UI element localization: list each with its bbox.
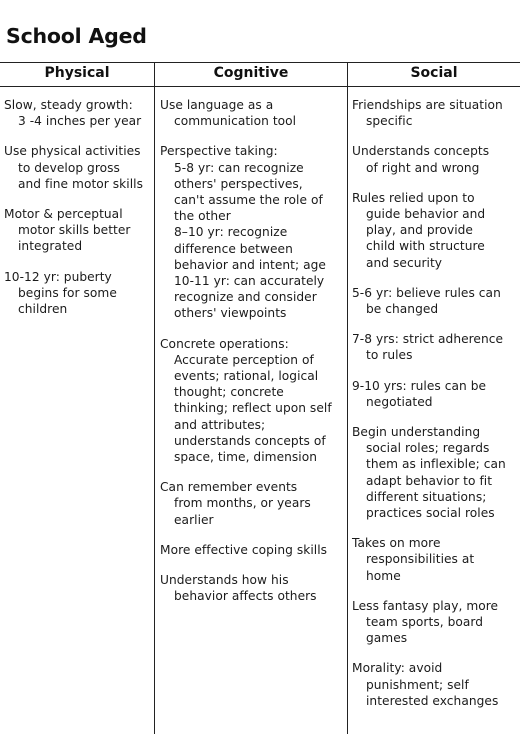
page-title: School Aged — [6, 24, 147, 48]
social-item-line: adapt behavior to fit — [366, 473, 493, 488]
physical-item — [4, 269, 152, 318]
social-item-line: specific — [366, 114, 413, 129]
social-item-line: to rules — [366, 348, 413, 363]
column-divider-2 — [347, 62, 348, 734]
cognitive-item-line: others' perspectives, — [174, 176, 303, 191]
social-item — [352, 143, 518, 175]
cognitive-item — [160, 572, 345, 604]
physical-item-line: Use physical activities — [4, 144, 141, 159]
social-item-line: negotiated — [366, 394, 433, 409]
cognitive-item-line: thought; concrete — [174, 385, 284, 400]
cognitive-column-header: Cognitive — [213, 65, 289, 81]
development-table — [0, 62, 520, 734]
cognitive-item-line: recognize and consider — [174, 290, 317, 305]
social-item-line: Rules relied upon to — [352, 190, 475, 205]
physical-item — [4, 97, 152, 129]
social-item-line: practices social roles — [366, 506, 495, 521]
social-item-line: 9-10 yrs: rules can be — [352, 378, 487, 393]
social-item-line: 5-6 yr: believe rules can — [352, 285, 501, 300]
cognitive-item — [160, 479, 345, 528]
social-item-line: play, and provide — [366, 223, 473, 238]
social-item-line: Less fantasy play, more — [352, 598, 499, 613]
social-item-line: and security — [366, 255, 443, 270]
cognitive-item — [160, 97, 345, 129]
physical-item-line: to develop gross — [18, 160, 120, 175]
social-item — [352, 535, 518, 584]
cognitive-item-line: behavior and intent; age — [174, 257, 326, 272]
cognitive-item-line: Understands how his — [160, 573, 289, 588]
cognitive-item-line: communication tool — [174, 114, 297, 129]
cognitive-column — [160, 97, 345, 604]
cognitive-item-line: 8–10 yr: recognize — [174, 225, 288, 240]
physical-item-line: begins for some — [18, 285, 117, 300]
cognitive-item-line: Use language as a — [160, 98, 274, 112]
social-item-line: Begin understanding — [352, 425, 481, 440]
cognitive-item-line: thinking; reflect upon self — [174, 401, 332, 416]
social-item-line: them as inflexible; can — [366, 457, 506, 472]
social-item-line: team sports, board — [366, 615, 484, 630]
cognitive-item-line: difference between — [174, 241, 293, 256]
cognitive-item-line: Concrete operations: — [160, 336, 289, 351]
cognitive-item — [160, 336, 345, 466]
cognitive-item-line: from months, or years — [174, 496, 311, 511]
social-item — [352, 190, 518, 271]
social-item-line: Understands concepts — [352, 144, 490, 159]
header-divider — [0, 86, 520, 87]
social-item — [352, 424, 518, 521]
social-item-line: Morality: avoid — [352, 661, 443, 676]
cognitive-item — [160, 542, 345, 558]
social-item — [352, 598, 518, 647]
cognitive-item-line: space, time, dimension — [174, 450, 318, 465]
cognitive-item-line: More effective coping skills — [160, 542, 328, 557]
cognitive-item-line: Can remember events — [160, 480, 298, 495]
cognitive-item-line: 10-11 yr: can accurately — [174, 274, 325, 289]
social-item-line: Friendships are situation — [352, 98, 503, 112]
physical-item-line: Slow, steady growth: — [4, 98, 133, 112]
physical-item — [4, 206, 152, 255]
physical-item-line: Motor & perceptual — [4, 207, 123, 222]
social-item-line: 7-8 yrs: strict adherence — [352, 332, 504, 347]
social-item-line: different situations; — [366, 489, 487, 504]
social-item-line: games — [366, 631, 408, 646]
cognitive-item-line: and attributes; — [174, 417, 266, 432]
table-top-border — [0, 62, 520, 63]
social-item — [352, 331, 518, 363]
social-item-line: punishment; self — [366, 677, 469, 692]
physical-item — [4, 143, 152, 192]
social-item-line: interested exchanges — [366, 693, 499, 708]
physical-column-header: Physical — [44, 65, 110, 81]
cognitive-item-line: events; rational, logical — [174, 369, 319, 384]
physical-item-line: 3 -4 inches per year — [18, 114, 142, 129]
physical-item-line: integrated — [18, 239, 83, 254]
cognitive-item-line: behavior affects others — [174, 589, 317, 604]
cognitive-item-line: earlier — [174, 512, 214, 527]
column-divider-1 — [154, 62, 155, 734]
cognitive-item-line: others' viewpoints — [174, 306, 287, 321]
cognitive-item — [160, 143, 345, 321]
social-item — [352, 378, 518, 410]
physical-column — [4, 97, 152, 317]
social-item-line: Takes on more — [352, 536, 441, 551]
cognitive-item-line: Perspective taking: — [160, 144, 278, 159]
cognitive-item-line: 5-8 yr: can recognize — [174, 160, 304, 175]
social-item-line: responsibilities at — [366, 552, 475, 567]
social-item — [352, 285, 518, 317]
social-item-line: home — [366, 568, 401, 583]
social-column — [352, 97, 518, 709]
physical-item-line: children — [18, 302, 68, 317]
cognitive-item-line: Accurate perception of — [174, 352, 314, 367]
social-item-line: social roles; regards — [366, 441, 490, 456]
social-item-line: guide behavior and — [366, 207, 486, 222]
cognitive-item-line: understands concepts of — [174, 433, 326, 448]
cognitive-item-line: the other — [174, 209, 231, 224]
physical-item-line: and fine motor skills — [18, 176, 143, 191]
social-item — [352, 97, 518, 129]
cognitive-item-line: can't assume the role of — [174, 193, 323, 208]
social-item-line: child with structure — [366, 239, 485, 254]
physical-item-line: motor skills better — [18, 223, 131, 238]
social-item-line: of right and wrong — [366, 160, 480, 175]
social-item — [352, 660, 518, 709]
physical-item-line: 10-12 yr: puberty — [4, 269, 112, 284]
social-column-header: Social — [410, 65, 458, 81]
social-item-line: be changed — [366, 302, 439, 317]
